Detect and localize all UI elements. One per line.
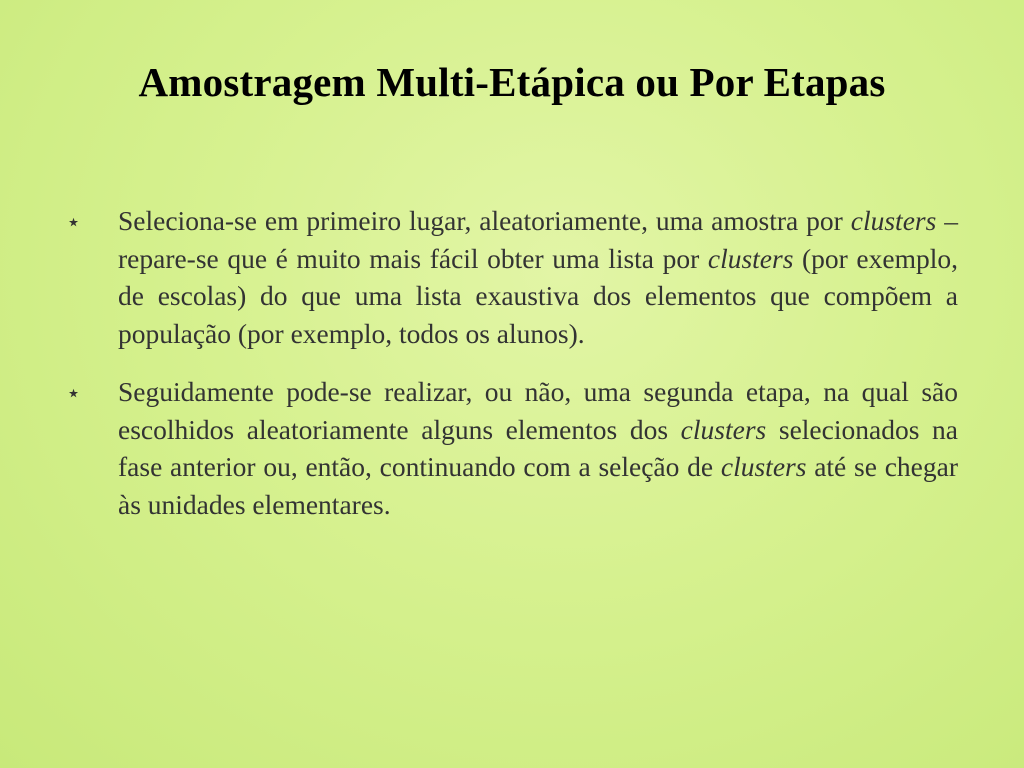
text-segment: Seleciona-se em primeiro lugar, aleatoriamente, uma amostra por [118, 205, 851, 236]
text-segment: Seguidamente pode-se realizar, ou não, uma segunda etapa, na qual são escolhidos aleatoriamente alguns elementos dos [118, 376, 958, 445]
star-bullet-icon: ⋆ [66, 381, 82, 407]
bullet-item [60, 373, 958, 523]
bullet-item [60, 202, 958, 352]
text-segment: (por exemplo, de escolas) do que uma lista exaustiva dos elementos que compõem a população (por exemplo, todos os alunos). [118, 242, 958, 349]
slide-title: Amostragem Multi-Etápica ou Por Etapas [138, 59, 886, 105]
text-segment: até se chegar às unidades elementares. [118, 451, 958, 520]
text-segment: selecionados na fase anterior ou, então, continuando com a seleção de [118, 413, 958, 482]
bullet-text [118, 205, 958, 349]
star-bullet-icon: ⋆ [66, 210, 82, 236]
bullet-text [118, 376, 958, 520]
text-segment: – repare-se que é muito mais fácil obter uma lista por [118, 205, 958, 274]
italic-term: clusters [850, 205, 937, 236]
italic-term: clusters [680, 413, 767, 445]
bullet-list [60, 202, 958, 544]
italic-term: clusters [720, 451, 807, 482]
italic-term: clusters [707, 242, 794, 274]
